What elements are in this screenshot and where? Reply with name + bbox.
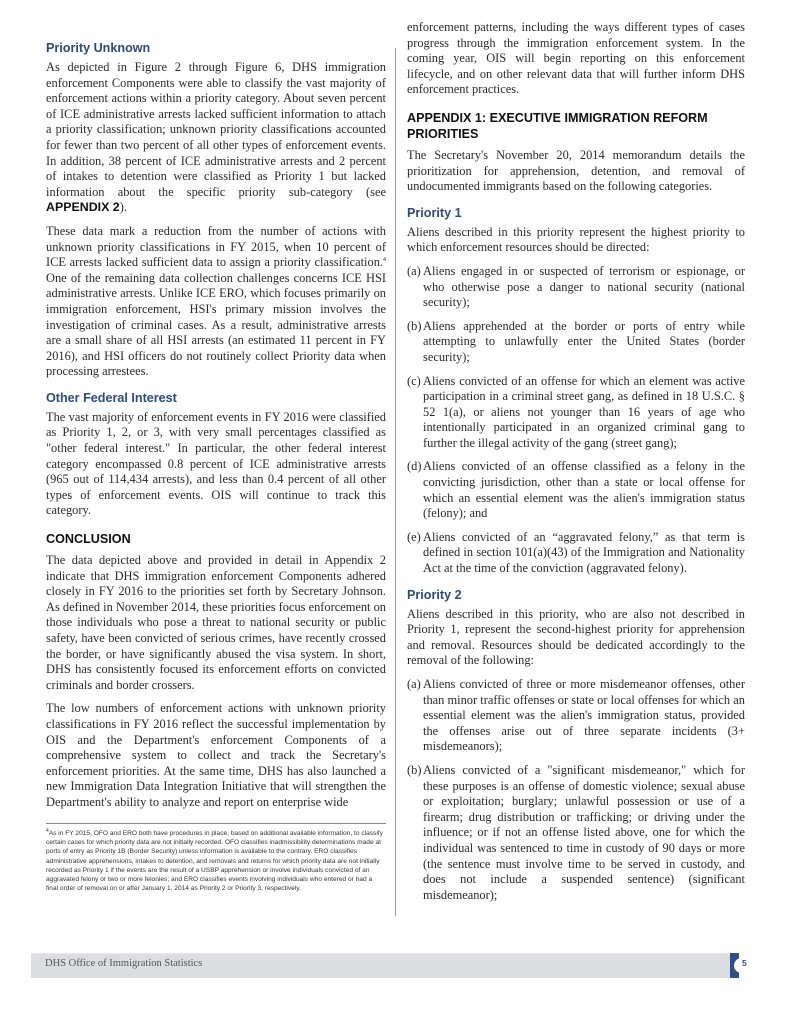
page-footer bbox=[31, 953, 730, 978]
priority-1-item-a: (a) Aliens engaged in or suspected of terrorism or espionage, or who otherwise pose a danger to national security (national security); bbox=[407, 263, 745, 310]
paragraph-continuation: enforcement patterns, including the ways different types of cases progress through the immigration enforcement system. In the coming year, OIS will begin reporting on this enforcement lifecycle, and on other relevant data that will further inform DHS enforcement practices. bbox=[407, 20, 745, 97]
heading-conclusion: CONCLUSION bbox=[46, 532, 131, 547]
footnote-rule bbox=[46, 823, 386, 824]
footnote-mark: 4 bbox=[46, 827, 49, 834]
heading-priority-unknown: Priority Unknown bbox=[46, 41, 151, 55]
priority-2-item-b: (b) Aliens convicted of a "significant misdemeanor," which for these purposes is an offense of domestic violence; sexual abuse or exploitation; burglary; unlawful possession or use of a firearm; drug distribution or trafficking; or driving under the influence; or if not an offense listed above, one for which the individual was sentenced to time in custody of 90 days or more (the sentence must involve time to be served in custody, and does not include a suspended sentence) (significant misdemeanor); bbox=[407, 762, 745, 902]
page-number: 5 bbox=[742, 958, 747, 968]
heading-other-federal-interest: Other Federal Interest bbox=[46, 390, 177, 405]
right-column bbox=[407, 20, 745, 911]
paragraph-priority-unknown-2: These data mark a reduction from the number of actions with unknown priority classifications in FY 2015, when 10 percent of ICE arrests lacked sufficient data to assign a priority classification.$^4$ One of the remaining data collection challenges concerns ICE HSI administrative arrests. Unlike ICE ERO, which focuses primarily on immigration enforcement, HSI's primary mission involves the investigation of criminal cases. As a result, administrative arrests are a small share of all HSI arrests (an estimated 11 percent in FY 2016), and HSI officers do not routinely collect Priority data when processing arrestees. bbox=[46, 223, 386, 379]
paragraph-conclusion-2: The low numbers of enforcement actions with unknown priority classifications in FY 2016 reflect the successful implementation by OIS and the Department's enforcement Components of a comprehensive system to collect and track the Secretary's enforcement priorities. At the same time, DHS has also launched a new Immigration Data Integration Initiative that will strengthen the Department's ability to analyze and report on enterprise wide bbox=[46, 701, 386, 809]
priority-1-item-c: (c) Aliens convicted of an offense for which an element was active participation in a criminal street gang, as defined in 18 U.S.C. § 52 1(a), or aliens not younger than 16 years of age who intentionally participated in an organized criminal gang to further the illegal activity of the gang (street gang); bbox=[407, 373, 745, 450]
column-divider bbox=[395, 48, 396, 916]
paragraph-priority-1-intro: Aliens described in this priority represent the highest priority to which enforcement resources should be directed: bbox=[407, 224, 745, 255]
footnote-4 bbox=[46, 829, 384, 893]
footnote-ref-4[interactable]: 4 bbox=[383, 257, 386, 263]
heading-priority-1: Priority 1 bbox=[407, 205, 462, 220]
paragraph-appendix-1-intro: The Secretary's November 20, 2014 memorandum details the prioritization for apprehension, detention, and removal of undocumented immigrants based on the following categories. bbox=[407, 147, 745, 194]
footer-publisher: DHS Office of Immigration Statistics bbox=[45, 958, 203, 969]
priority-2-item-a: (a) Aliens convicted of three or more misdemeanor offenses, other than minor traffic offenses or state or local offenses for which an essential element was the alien's immigration status, provided the offenses arise out of three separate incidents (3+ misdemeanors); bbox=[407, 677, 745, 754]
footnote-text: As in FY 2015, OFO and ERO both have procedures in place, based on additional available information, to classify certain cases for which priority data are not initially recorded. OFO classifies inadmissibility determinations made at ports of entry as Priority 1B (Border Security) unless information is available to the contrary. ERO classifies administrative apprehensions, intakes to detention, and removals and returns for which priority data are not initially recorded as Priority 1 if the events are the result of a USBP apprehension or involve individuals convicted of an aggravated felony or two or more felonies; and ERO classifies events involving individuals who entered or had a final order of removal on or after January 1, 2014 as Priority 2 or Priority 3, respectively. bbox=[46, 830, 383, 893]
heading-priority-2: Priority 2 bbox=[407, 587, 462, 602]
paragraph-priority-unknown-1: As depicted in Figure 2 through Figure 6, DHS immigration enforcement Components were able to classify the vast majority of enforcement actions within a priority category. About seven percent of ICE administrative arrests lacked sufficient information to attach a priority classification; unknown priority classifications accounted for fewer than two percent of all other types of enforcement events. In addition, 38 percent of ICE administrative arrests and 2 percent of intakes to detention were classified as Priority 1 but lacked information about the specific priority sub-category (see APPENDIX 2). bbox=[46, 60, 386, 215]
left-column bbox=[46, 40, 386, 819]
paragraph-priority-2-intro: Aliens described in this priority, who are also not described in Priority 1, represent the second-highest priority for apprehension and removal. Resources should be dedicated accordingly to the removal of the following: bbox=[407, 606, 745, 668]
priority-1-item-e: (e) Aliens convicted of an “aggravated felony,” as that term is defined in section 101(a)(43) of the Immigration and Nationality Act at the time of the conviction (aggravated felony). bbox=[407, 529, 745, 576]
appendix-2-link[interactable]: APPENDIX 2 bbox=[46, 200, 120, 215]
paragraph-other-federal-interest: The vast majority of enforcement events in FY 2016 were classified as Priority 1, 2, or 3, with very small percentages classified as "other federal interest." In particular, the other federal interest category encompassed 0.8 percent of ICE administrative arrests (965 out of 114,434 arrests), and less than 0.4 percent of all other types of enforcement events. OIS will continue to track this category. bbox=[46, 409, 386, 518]
priority-1-item-b: (b) Aliens apprehended at the border or ports of entry while attempting to unlawfully enter the United States (border security); bbox=[407, 318, 745, 364]
priority-1-item-d: (d) Aliens convicted of an offense classified as a felony in the convicting jurisdiction, other than a state or local offense for which an essential element was the alien's immigration status (felony); and bbox=[407, 459, 745, 521]
page-number-tab-notch bbox=[734, 958, 742, 973]
heading-appendix-1: APPENDIX 1: EXECUTIVE IMMIGRATION REFORM PRIORITIES bbox=[407, 110, 708, 141]
paragraph-conclusion-1: The data depicted above and provided in detail in Appendix 2 indicate that DHS immigration enforcement Components adhered closely in FY 2016 to the priorities set forth by Secretary Johnson. As defined in November 2014, these priorities focus enforcement on those individuals who pose a threat to national security or public safety, have been convicted of serious crimes, have recently crossed the border, or have significantly abused the visa system. In short, DHS has consistently focused its enforcement efforts on convicted criminals and border crossers. bbox=[46, 553, 386, 692]
